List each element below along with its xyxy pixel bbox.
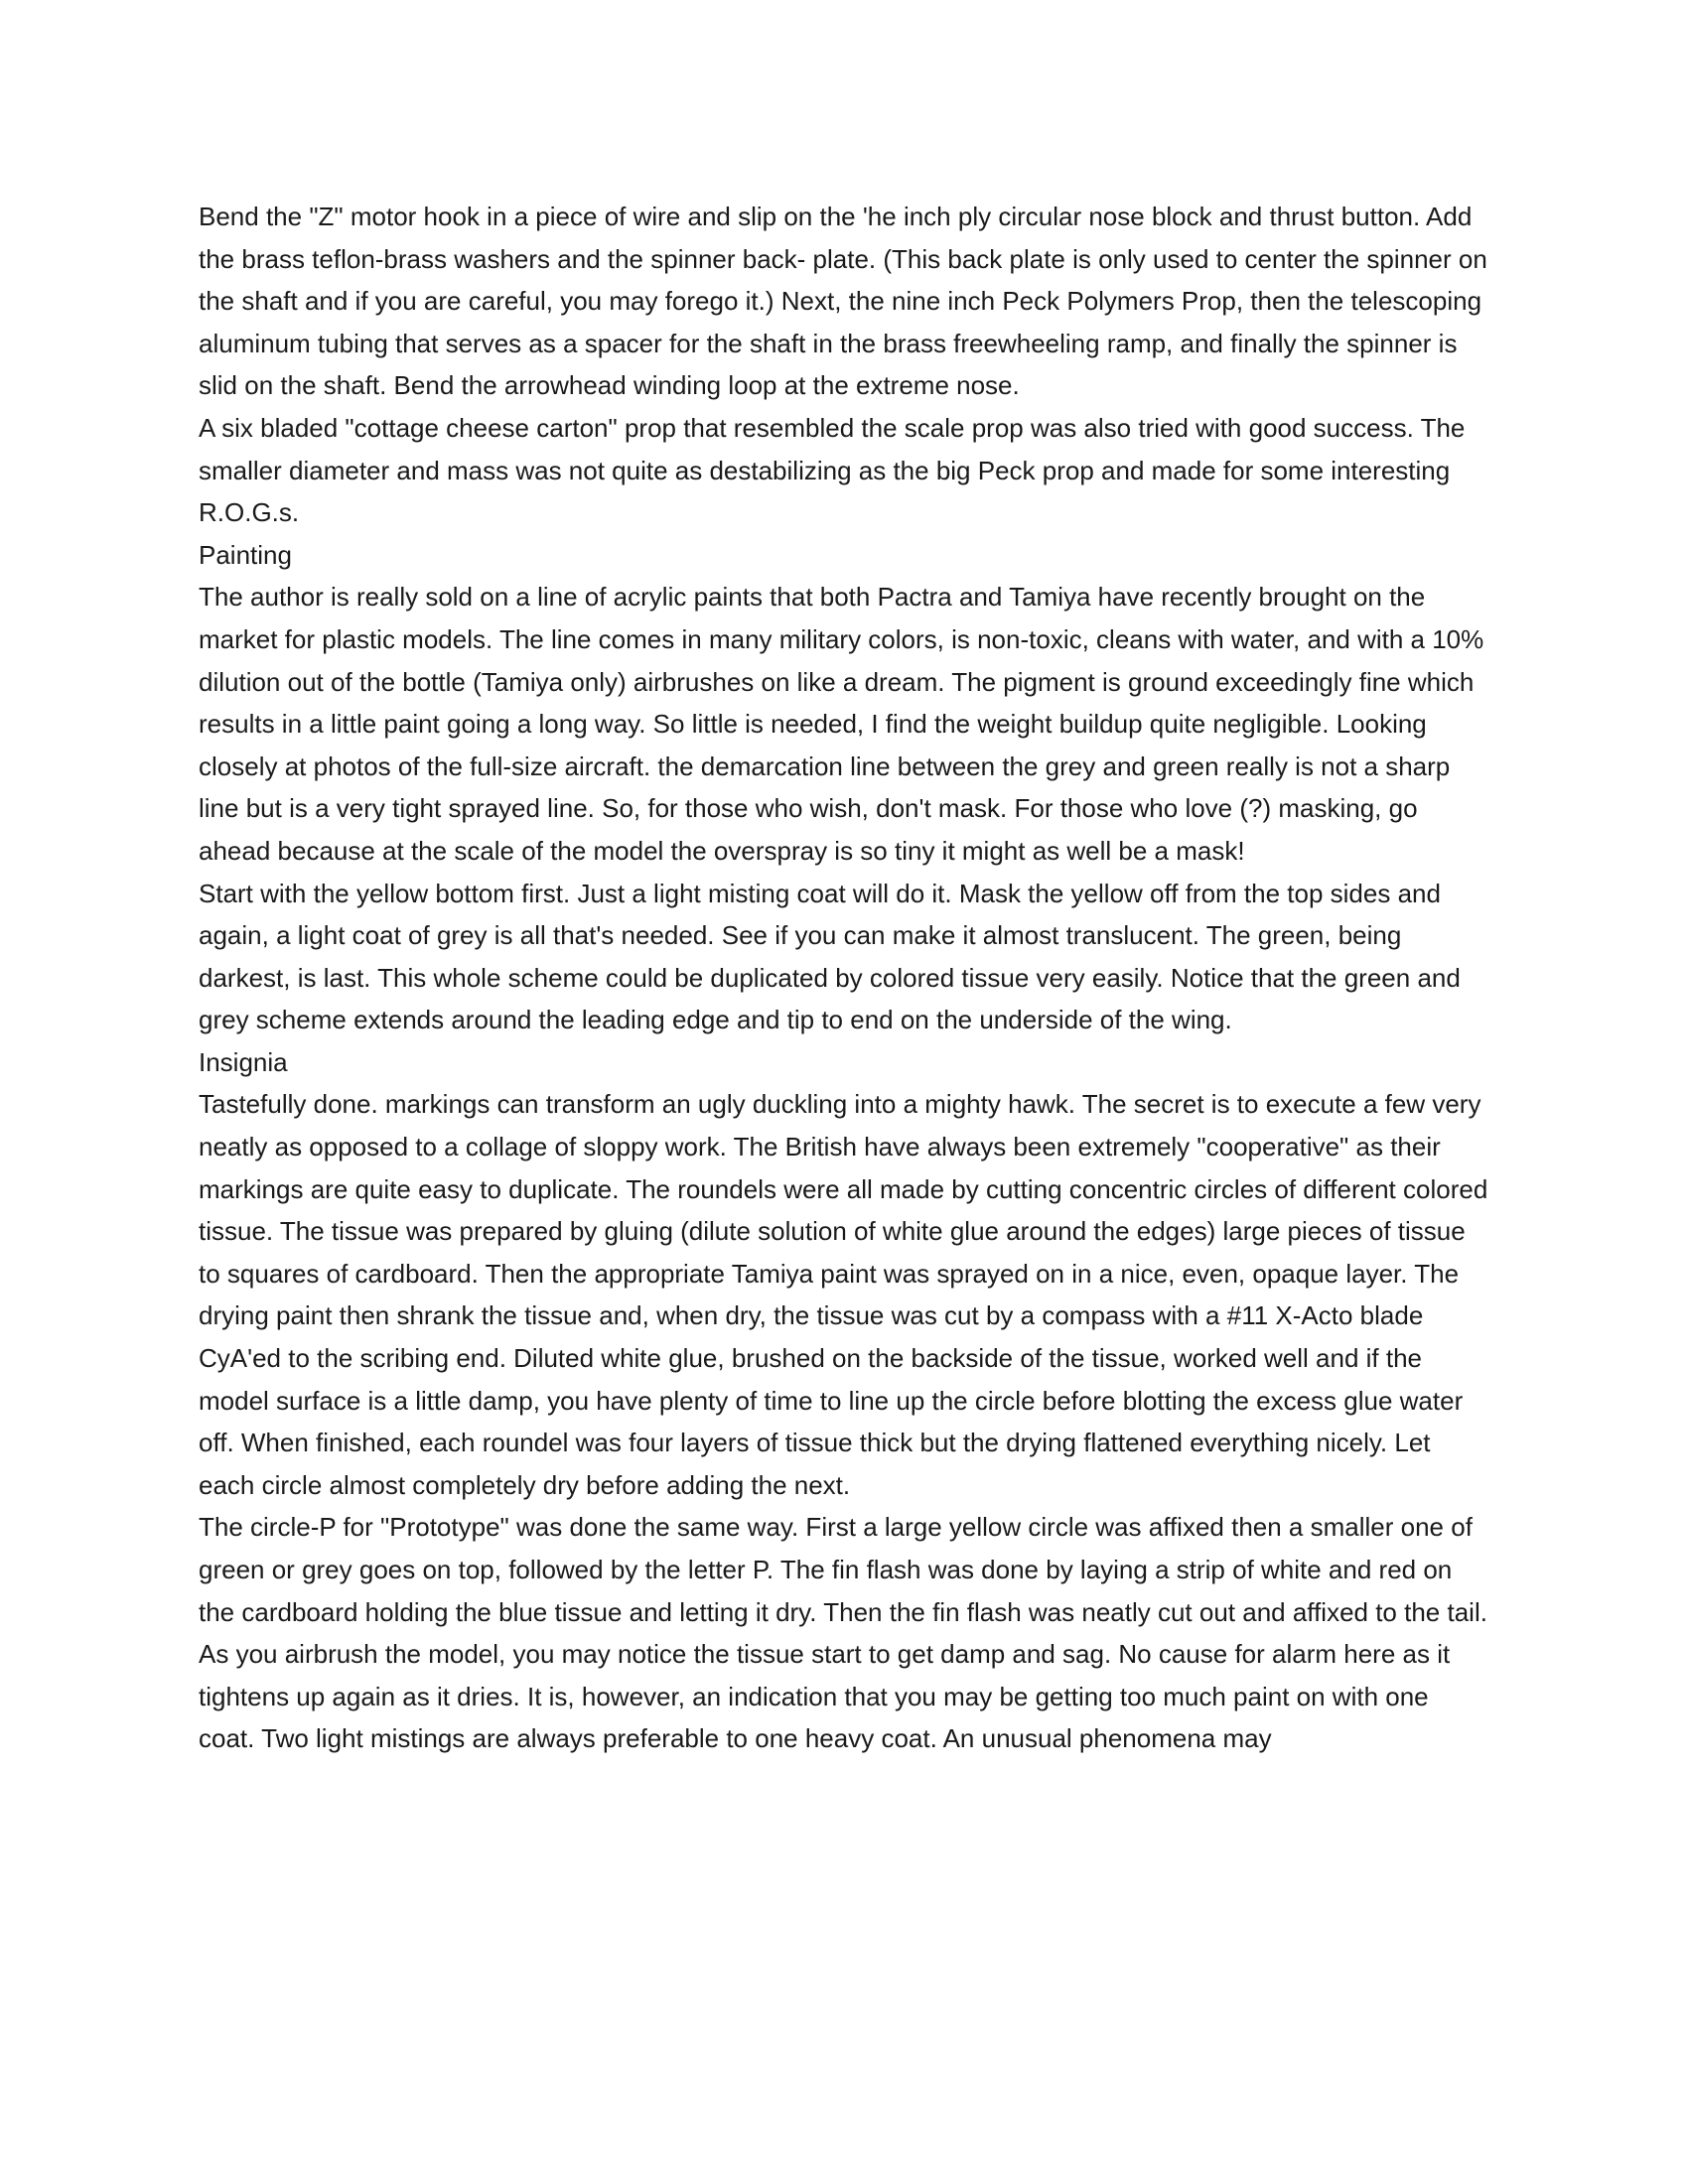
paragraph-six-bladed-prop: A six bladed "cottage cheese carton" prop that resembled the scale prop was also tried with good success. The smaller diameter and mass was not quite as destabilizing as the big Peck prop and made for some interesting R.O.G.s. (199, 412, 1466, 528)
paragraph-airbrush-sag: As you airbrush the model, you may notice the tissue start to get damp and sag. No cause for alarm here as it tightens up again as it dries. It is, however, an indication that you may be getting too much paint on with one coat. Two light mistings are always preferable to one heavy coat. An unusual phenomena may (199, 1639, 1451, 1754)
paragraph-circle-p: The circle-P for "Prototype" was done the same way. First a large yellow circle was affixed then a smaller one of green or grey goes on top, followed by the letter P. The fin flash was done by laying a strip of white and red on the cardboard holding the blue tissue and letting it dry. Then the fin flash was neatly cut out and affixed to the tail. (199, 1512, 1487, 1627)
heading-insignia: Insignia (199, 1046, 288, 1077)
paragraph-color-order: Start with the yellow bottom first. Just a light misting coat will do it. Mask the yellow off from the top sides and again, a light coat of grey is all that's needed. See if you can make it almost translucent. The green, being darkest, is last. This whole scheme could be duplicated by colored tissue very easily. Notice that the green and grey scheme extends around the leading edge and tip to end on the underside of the wing. (199, 878, 1461, 1035)
paragraph-roundels: Tastefully done. markings can transform an ugly duckling into a mighty hawk. The secret is to execute a few very neatly as opposed to a collage of sloppy work. The British have always been extremely "cooperative" as their markings are quite easy to duplicate. The roundels were all made by cutting concentric circles of different colored tissue. The tissue was prepared by gluing (dilute solution of white glue around the edges) large pieces of tissue to squares of cardboard. Then the appropriate Tamiya paint was sprayed on in a nice, even, opaque layer. The drying paint then shrank the tissue and, when dry, the tissue was cut by a compass with a #11 X-Acto blade CyA'ed to the scribing end. Diluted white glue, brushed on the backside of the tissue, worked well and if the model surface is a little damp, you have plenty of time to line up the circle before blotting the excess glue water off. When finished, each roundel was four layers of tissue thick but the drying flattened everything nicely. Let each circle almost completely dry before adding the next. (199, 1089, 1488, 1500)
document-body (199, 196, 1489, 1760)
paragraph-acrylic-paints: The author is really sold on a line of acrylic paints that both Pactra and Tamiya have recently brought on the market for plastic models. The line comes in many military colors, is non-toxic, cleans with water, and with a 10% dilution out of the bottle (Tamiya only) airbrushes on like a dream. The pigment is ground exceedingly fine which results in a little paint going a long way. So little is needed, I find the weight buildup quite negligible. Looking closely at photos of the full-size aircraft. the demarcation line between the grey and green really is not a sharp line but is a very tight sprayed line. So, for those who wish, don't mask. For those who love (?) masking, go ahead because at the scale of the model the overspray is so tiny it might as well be a mask! (199, 582, 1484, 866)
paragraph-motor-assembly: Bend the "Z" motor hook in a piece of wire and slip on the 'he inch ply circular nose block and thrust button. Add the brass teflon-brass washers and the spinner back- plate. (This back plate is only used to center the spinner on the shaft and if you are careful, you may forego it.) Next, the nine inch Peck Polymers Prop, then the telescoping aluminum tubing that serves as a spacer for the shaft in the brass freewheeling ramp, and finally the spinner is slid on the shaft. Bend the arrowhead winding loop at the extreme nose. (199, 202, 1487, 401)
heading-painting: Painting (199, 539, 292, 570)
